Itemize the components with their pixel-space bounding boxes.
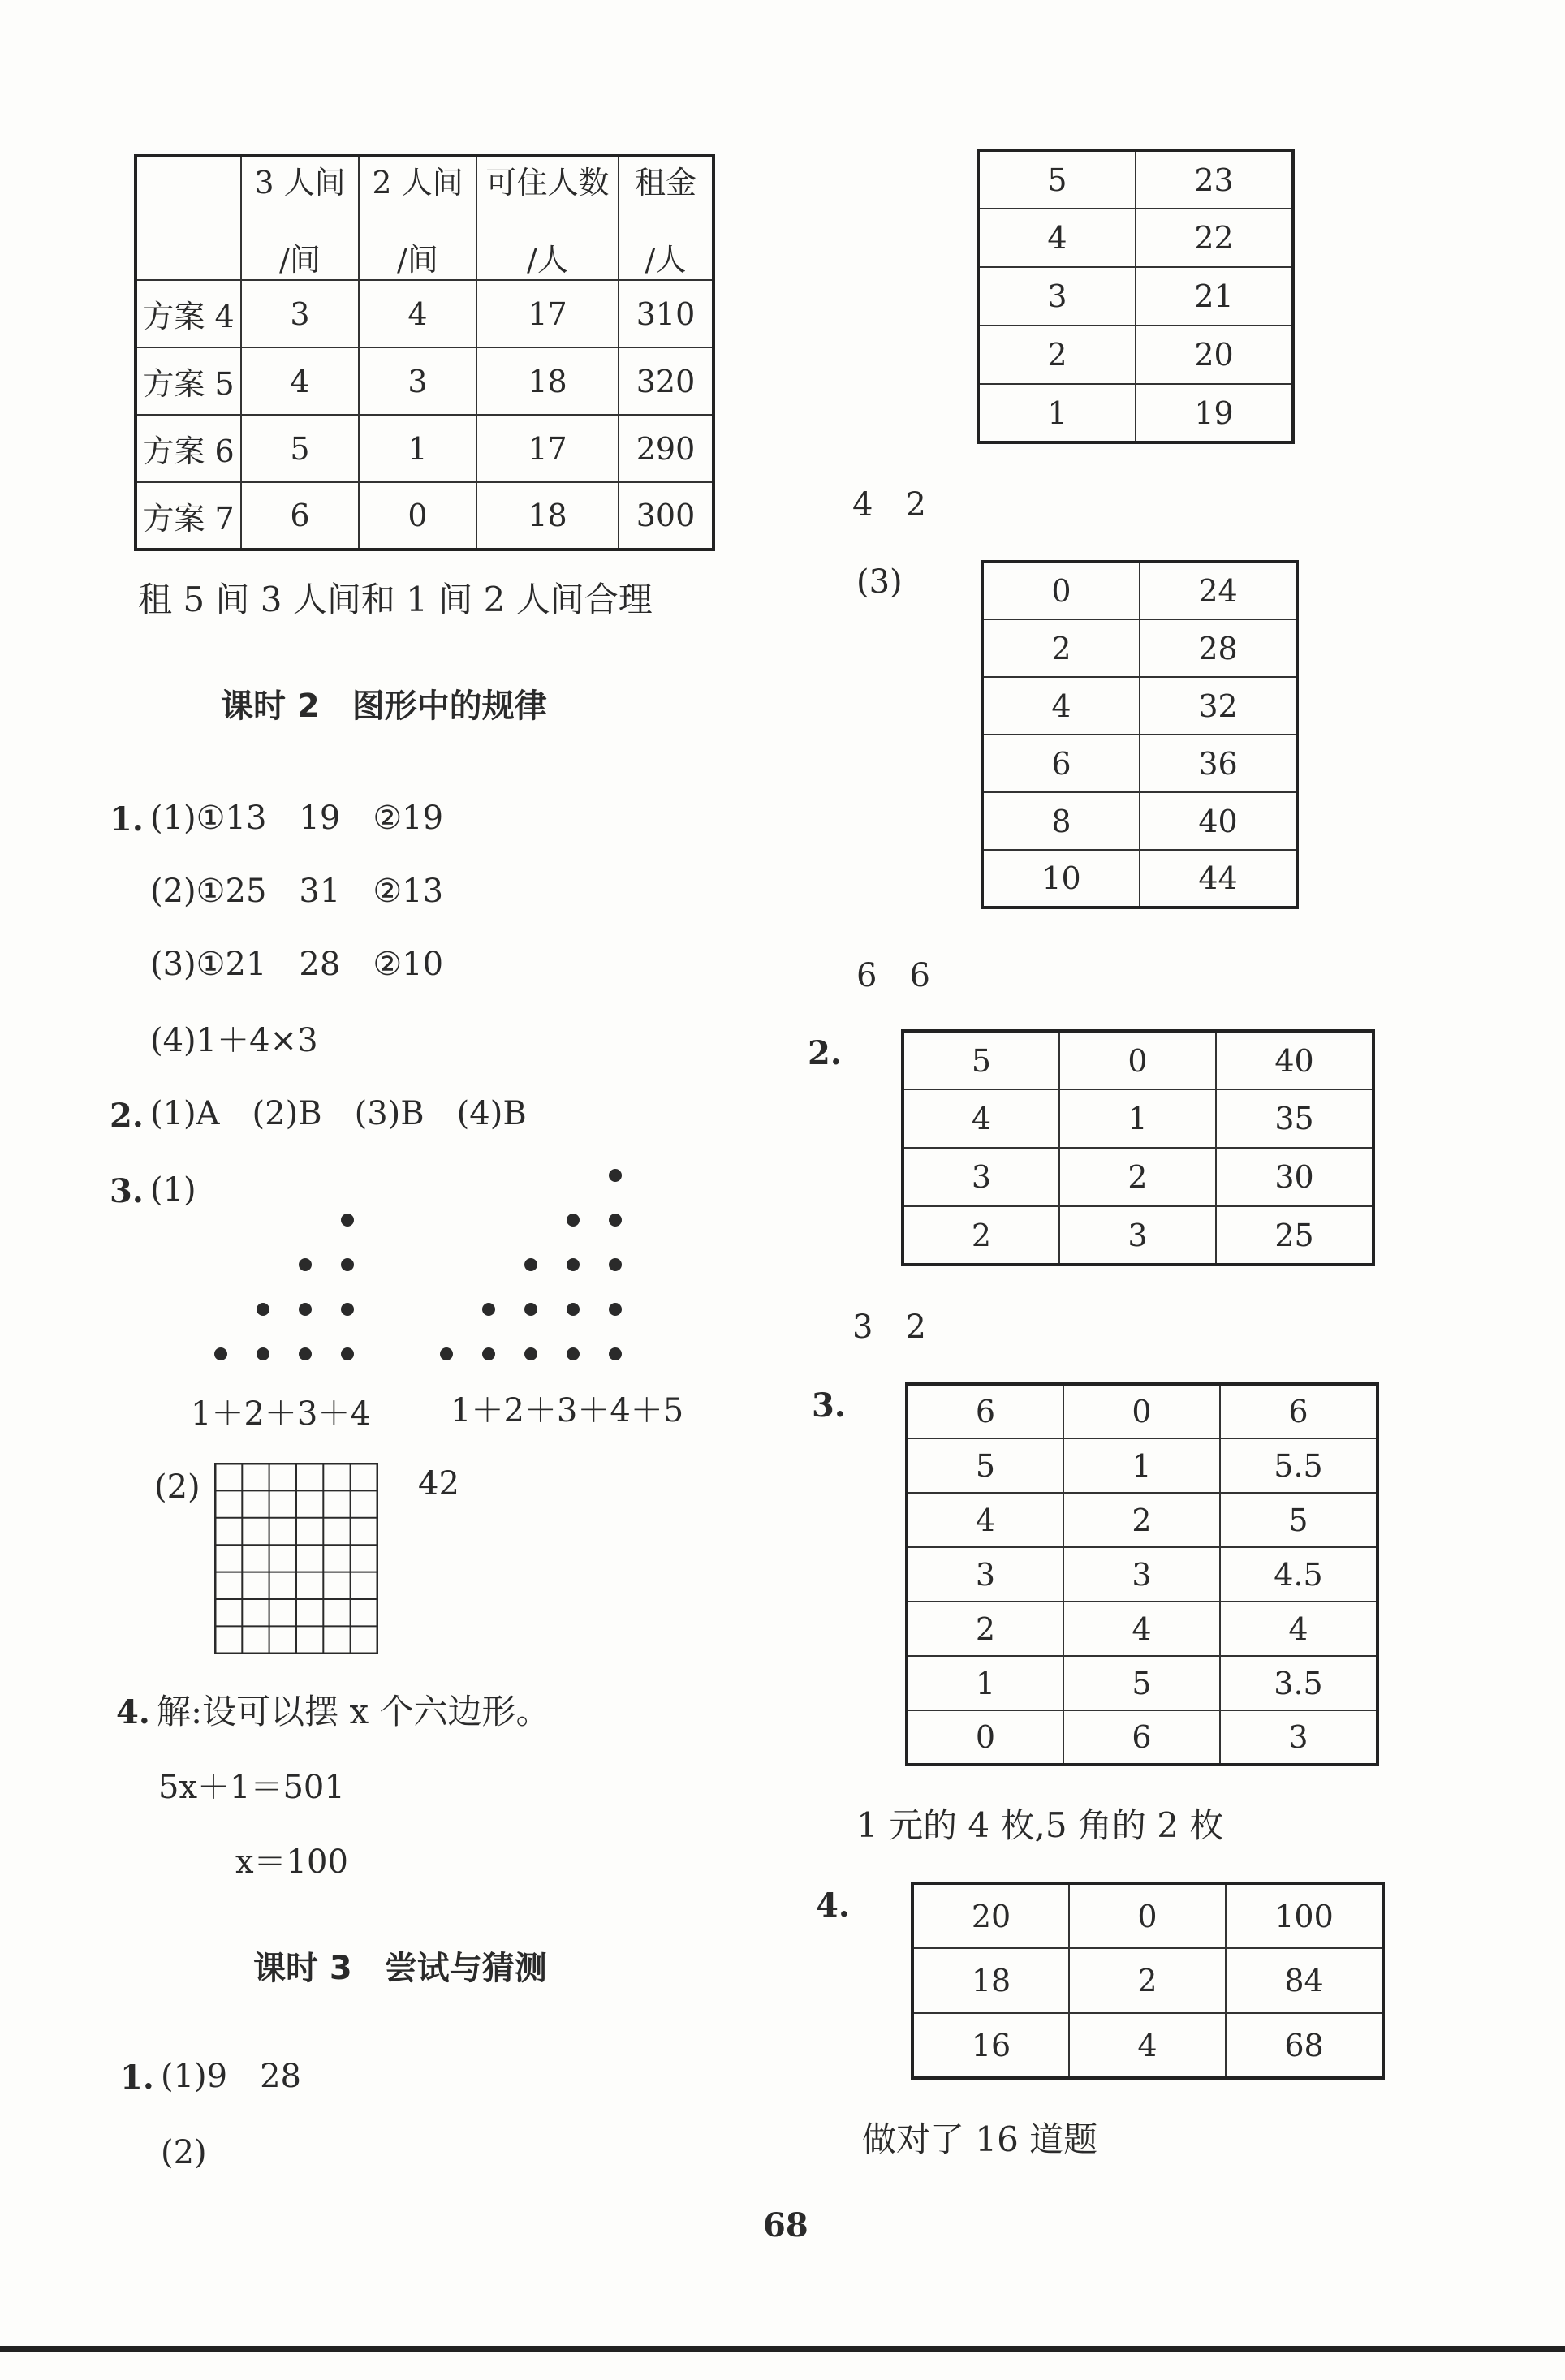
- section-title-lesson-3: 课时 3 尝试与猜测: [253, 1950, 547, 1987]
- answer-table-4: [905, 1382, 1379, 1766]
- question-number: 3.: [812, 1386, 846, 1425]
- page-number: 68: [763, 2206, 808, 2244]
- table-row: [982, 562, 1297, 619]
- table-row: [978, 384, 1293, 442]
- rent-table-cell: 3: [241, 280, 359, 347]
- table-cell: 3: [903, 1148, 1059, 1206]
- table-row: [136, 415, 714, 482]
- part-label: (3): [856, 563, 903, 601]
- answer-table-1: [977, 149, 1295, 444]
- dot: [341, 1214, 354, 1227]
- table-cell: 1: [1059, 1089, 1216, 1148]
- table-row: [903, 1206, 1373, 1265]
- table-cell: 6: [1063, 1710, 1220, 1765]
- table-cell: 4: [907, 1493, 1063, 1547]
- question-number: 2.: [110, 1097, 144, 1135]
- table-row: [982, 850, 1297, 908]
- table-cell: 0: [1059, 1031, 1216, 1089]
- table-cell: 4: [1069, 2013, 1226, 2078]
- table-cell: 2: [978, 326, 1136, 384]
- table-row: [978, 209, 1293, 267]
- table-cell: 21: [1136, 267, 1293, 326]
- table-cell: 10: [982, 850, 1140, 908]
- table-cell: 2: [907, 1602, 1063, 1656]
- table-cell: 40: [1216, 1031, 1373, 1089]
- rent-plan-table: [134, 154, 715, 551]
- dot: [609, 1169, 622, 1182]
- answer-line: (1): [150, 1171, 196, 1209]
- table-cell: 36: [1140, 735, 1297, 792]
- dot: [524, 1258, 537, 1271]
- question-number: 4.: [116, 1693, 150, 1731]
- table-cell: 0: [1069, 1883, 1226, 1948]
- table-cell: 25: [1216, 1206, 1373, 1265]
- dot: [482, 1347, 495, 1360]
- rent-table-header-cell: 2 人间 /间: [359, 156, 476, 280]
- rent-table-header-cell: 租金 /人: [619, 156, 714, 280]
- table-cell: 2: [1063, 1493, 1220, 1547]
- answer-table-2: [981, 560, 1299, 909]
- rent-table-cell: 310: [619, 280, 714, 347]
- rent-table-cell: 6: [241, 482, 359, 550]
- table-cell: 1: [1063, 1438, 1220, 1493]
- dot: [214, 1347, 227, 1360]
- table-cell: 23: [1136, 150, 1293, 209]
- table-row: [982, 735, 1297, 792]
- table-row: [907, 1384, 1377, 1438]
- table-cell: 3: [1059, 1206, 1216, 1265]
- table-cell: 6: [907, 1384, 1063, 1438]
- dot: [567, 1214, 580, 1227]
- table-cell: 3: [907, 1547, 1063, 1602]
- question-number: 1.: [120, 2059, 154, 2097]
- rent-table-cell: 3: [359, 347, 476, 415]
- table-cell: 6: [982, 735, 1140, 792]
- rent-table-cell: 18: [476, 347, 619, 415]
- table-row: [907, 1438, 1377, 1493]
- dot: [524, 1347, 537, 1360]
- table-cell: 5: [903, 1031, 1059, 1089]
- table-cell: 6: [1220, 1384, 1377, 1438]
- table-cell: 4: [978, 209, 1136, 267]
- table-row: [912, 1883, 1383, 1948]
- dot: [299, 1347, 312, 1360]
- answer-line: 6 6: [856, 957, 930, 994]
- dot: [299, 1303, 312, 1316]
- table-cell: 3.5: [1220, 1656, 1377, 1710]
- dot-sum-5: 1＋2＋3＋4＋5: [451, 1392, 684, 1429]
- table-cell: 0: [1063, 1384, 1220, 1438]
- rent-table-cell: 方案 6: [136, 415, 241, 482]
- dot: [609, 1214, 622, 1227]
- rent-table-cell: 290: [619, 415, 714, 482]
- dot: [482, 1303, 495, 1316]
- equation-line: x＝100: [235, 1843, 348, 1881]
- dot: [341, 1258, 354, 1271]
- table-cell: 24: [1140, 562, 1297, 619]
- table-row: [903, 1089, 1373, 1148]
- rent-table-header-row: [136, 156, 714, 280]
- table-cell: 16: [912, 2013, 1069, 2078]
- table-row: [978, 326, 1293, 384]
- rent-table-cell: 5: [241, 415, 359, 482]
- dot: [609, 1303, 622, 1316]
- table-cell: 1: [978, 384, 1136, 442]
- table-cell: 20: [1136, 326, 1293, 384]
- table-row: [903, 1148, 1373, 1206]
- table-cell: 18: [912, 1948, 1069, 2013]
- table-row: [907, 1710, 1377, 1765]
- table-row: [136, 280, 714, 347]
- table-cell: 5: [1220, 1493, 1377, 1547]
- answer-line: (4)1＋4×3: [150, 1022, 318, 1059]
- rent-table-cell: 300: [619, 482, 714, 550]
- coins-answer: 1 元的 4 枚,5 角的 2 枚: [856, 1805, 1224, 1845]
- table-row: [982, 619, 1297, 677]
- table-cell: 4.5: [1220, 1547, 1377, 1602]
- answer-line: 4 2: [852, 486, 926, 524]
- table-cell: 5: [907, 1438, 1063, 1493]
- table-cell: 0: [982, 562, 1140, 619]
- table-cell: 2: [982, 619, 1140, 677]
- dot: [341, 1303, 354, 1316]
- question-number: 2.: [808, 1034, 842, 1072]
- table-row: [912, 1948, 1383, 2013]
- answer-line: (2): [161, 2134, 207, 2171]
- table-cell: 22: [1136, 209, 1293, 267]
- table-cell: 5: [978, 150, 1136, 209]
- dot: [524, 1303, 537, 1316]
- rent-table-cell: 17: [476, 280, 619, 347]
- rent-table-cell: 4: [359, 280, 476, 347]
- table-cell: 3: [1220, 1710, 1377, 1765]
- table-row: [978, 150, 1293, 209]
- table-cell: 3: [1063, 1547, 1220, 1602]
- dot-sum-4: 1＋2＋3＋4: [191, 1395, 371, 1433]
- table-cell: 4: [982, 677, 1140, 735]
- table-cell: 28: [1140, 619, 1297, 677]
- table-cell: 100: [1226, 1883, 1383, 1948]
- table-row: [907, 1547, 1377, 1602]
- dot: [257, 1303, 269, 1316]
- table-cell: 3: [978, 267, 1136, 326]
- table-cell: 2: [1069, 1948, 1226, 2013]
- table-cell: 84: [1226, 1948, 1383, 2013]
- rent-table-cell: 方案 7: [136, 482, 241, 550]
- rent-table-corner-cell: [136, 156, 241, 280]
- rent-table-cell: 方案 5: [136, 347, 241, 415]
- answer-line: (2)①25 31 ②13: [150, 873, 444, 910]
- table-row: [136, 482, 714, 550]
- dot: [440, 1347, 453, 1360]
- table-row: [982, 677, 1297, 735]
- table-cell: 4: [1063, 1602, 1220, 1656]
- rent-table-cell: 4: [241, 347, 359, 415]
- table-row: [907, 1656, 1377, 1710]
- table-cell: 8: [982, 792, 1140, 850]
- rent-table-header-cell: 可住人数 /人: [476, 156, 619, 280]
- section-title-lesson-2: 课时 2 图形中的规律: [221, 688, 547, 725]
- rent-conclusion: 租 5 间 3 人间和 1 间 2 人间合理: [138, 580, 653, 619]
- answer-line: (1)9 28: [161, 2058, 302, 2095]
- rent-table-header-cell: 3 人间 /间: [241, 156, 359, 280]
- table-row: [978, 267, 1293, 326]
- answer-table-3: [901, 1029, 1375, 1266]
- dot: [567, 1347, 580, 1360]
- table-cell: 2: [903, 1206, 1059, 1265]
- rent-table-cell: 1: [359, 415, 476, 482]
- table-cell: 5.5: [1220, 1438, 1377, 1493]
- table-row: [907, 1493, 1377, 1547]
- dot: [299, 1258, 312, 1271]
- table-row: [912, 2013, 1383, 2078]
- table-cell: 4: [1220, 1602, 1377, 1656]
- dot: [609, 1258, 622, 1271]
- rent-table-cell: 0: [359, 482, 476, 550]
- rent-table-cell: 方案 4: [136, 280, 241, 347]
- table-cell: 4: [903, 1089, 1059, 1148]
- correct-answer-count: 做对了 16 道题: [862, 2119, 1098, 2159]
- table-cell: 19: [1136, 384, 1293, 442]
- grid-answer: 42: [418, 1465, 459, 1503]
- table-cell: 32: [1140, 677, 1297, 735]
- table-row: [136, 347, 714, 415]
- bottom-rule: [0, 2346, 1565, 2352]
- table-cell: 35: [1216, 1089, 1373, 1148]
- dot: [257, 1347, 269, 1360]
- table-row: [982, 792, 1297, 850]
- solution-line: 解:设可以摆 x 个六边形。: [157, 1692, 550, 1731]
- table-cell: 68: [1226, 2013, 1383, 2078]
- answer-line: (1)①13 19 ②19: [150, 800, 444, 837]
- table-cell: 2: [1059, 1148, 1216, 1206]
- answer-line: (3)①21 28 ②10: [150, 946, 444, 983]
- answer-table-5: [911, 1882, 1385, 2080]
- table-cell: 40: [1140, 792, 1297, 850]
- answer-line: (1)A (2)B (3)B (4)B: [150, 1095, 527, 1132]
- answer-line: 3 2: [852, 1309, 926, 1346]
- equation-line: 5x＋1＝501: [158, 1769, 345, 1806]
- table-cell: 0: [907, 1710, 1063, 1765]
- dot: [609, 1347, 622, 1360]
- table-cell: 20: [912, 1883, 1069, 1948]
- table-cell: 44: [1140, 850, 1297, 908]
- question-number: 3.: [110, 1172, 144, 1210]
- question-number: 4.: [816, 1886, 850, 1925]
- dot: [567, 1303, 580, 1316]
- table-row: [903, 1031, 1373, 1089]
- dot: [341, 1347, 354, 1360]
- question-number: 1.: [110, 800, 144, 839]
- rent-table-cell: 18: [476, 482, 619, 550]
- dot: [567, 1258, 580, 1271]
- table-row: [907, 1602, 1377, 1656]
- table-cell: 5: [1063, 1656, 1220, 1710]
- rent-table-cell: 17: [476, 415, 619, 482]
- table-cell: 1: [907, 1656, 1063, 1710]
- rent-table-cell: 320: [619, 347, 714, 415]
- table-cell: 30: [1216, 1148, 1373, 1206]
- square-grid-figure: [214, 1463, 378, 1654]
- answer-line: (2): [154, 1468, 200, 1506]
